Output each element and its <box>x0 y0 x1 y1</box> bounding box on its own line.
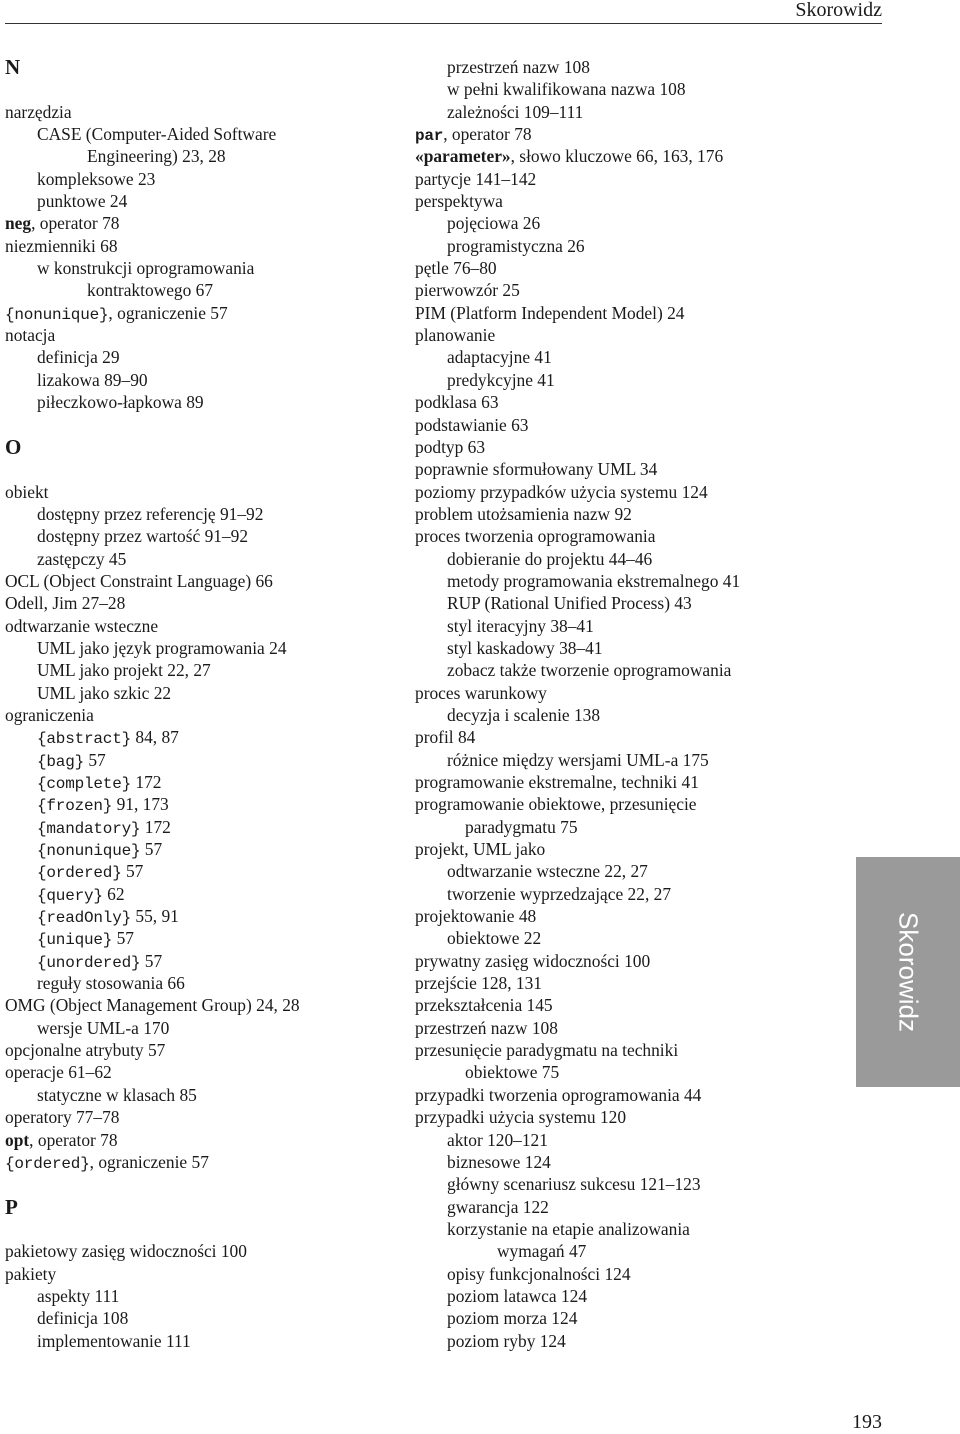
index-entry: programowanie obiektowe, przesunięcie <box>415 794 697 815</box>
index-entry: odtwarzanie wsteczne <box>5 615 159 636</box>
index-subentry: programistyczna 26 <box>447 235 585 256</box>
index-entry: operacje 61–62 <box>5 1062 112 1083</box>
index-subentry: punktowe 24 <box>37 191 128 212</box>
index-entry-keyword: par <box>415 127 444 146</box>
index-subentry <box>5 816 405 838</box>
index-letter-heading: P <box>5 1194 18 1219</box>
index-subentry: implementowanie 111 <box>37 1330 191 1351</box>
index-subentry <box>5 927 405 949</box>
index-entry: PIM (Platform Independent Model) 24 <box>415 302 685 323</box>
index-entry: proces tworzenia oprogramowania <box>415 526 656 547</box>
index-entry: notacja <box>5 325 56 346</box>
section-side-tab <box>856 857 960 1087</box>
index-subentry: dostępny przez referencję 91–92 <box>37 503 264 524</box>
index-subentry: UML jako szkic 22 <box>37 682 172 703</box>
index-entry: pakietowy zasięg widoczności 100 <box>5 1241 247 1262</box>
index-entry: projekt, UML jako <box>415 839 546 860</box>
index-entry: narzędzia <box>5 101 72 122</box>
index-subentry: korzystanie na etapie analizowania <box>447 1218 690 1239</box>
index-subentry: różnice między wersjami UML-a 175 <box>447 749 709 770</box>
index-subentry: styl kaskadowy 38–41 <box>447 637 603 658</box>
index-subentry: CASE (Computer-Aided Software <box>37 124 277 145</box>
index-subentry: definicja 29 <box>37 347 120 368</box>
index-entry: planowanie <box>415 325 496 346</box>
index-subentry <box>5 726 405 748</box>
section-gap <box>5 414 405 436</box>
index-subentry <box>5 838 405 860</box>
header-rule <box>5 23 882 24</box>
index-subentry: UML jako język programowania 24 <box>37 637 287 658</box>
index-subentry: predykcyjne 41 <box>447 369 555 390</box>
index-subentry: piłeczkowo-łapkowa 89 <box>37 392 204 413</box>
index-subentry: przestrzeń nazw 108 <box>447 57 590 77</box>
index-entry: podstawianie 63 <box>415 414 529 435</box>
index-subentry: zastępczy 45 <box>37 548 127 569</box>
index-entry-keyword: {ordered} <box>37 864 122 883</box>
index-entry: programowanie ekstremalne, techniki 41 <box>415 772 699 792</box>
index-entry <box>415 123 835 145</box>
index-entry-text: , operator 78 <box>29 1129 118 1150</box>
index-entry: prywatny zasięg widoczności 100 <box>415 950 651 971</box>
index-subentry: RUP (Rational Unified Process) 43 <box>447 593 692 614</box>
index-entry: operatory 77–78 <box>5 1107 120 1128</box>
index-entry: OMG (Object Management Group) 24, 28 <box>5 995 300 1016</box>
index-entry: Odell, Jim 27–28 <box>5 593 126 614</box>
section-gap <box>5 1218 405 1240</box>
index-entry-text: 84, 87 <box>131 727 179 748</box>
index-entry-keyword: {ordered} <box>5 1154 90 1173</box>
index-entry <box>415 145 835 167</box>
index-subentry <box>5 793 405 815</box>
index-subentry: metody programowania ekstremalnego 41 <box>447 570 741 591</box>
index-entry-text: 172 <box>140 816 171 837</box>
index-subentry: główny scenariusz sukcesu 121–123 <box>447 1174 701 1195</box>
index-subentry: biznesowe 124 <box>447 1151 551 1172</box>
index-entry: podklasa 63 <box>415 392 499 413</box>
index-subentry: dostępny przez wartość 91–92 <box>37 526 249 547</box>
index-subentry: aktor 120–121 <box>447 1129 548 1150</box>
index-entry: pętle 76–80 <box>415 258 497 279</box>
index-entry: podtyp 63 <box>415 436 486 457</box>
index-subentry: adaptacyjne 41 <box>447 347 552 368</box>
index-subentry: obiektowe 22 <box>447 928 542 949</box>
index-subentry: zobacz także tworzenie oprogramowania <box>447 660 732 681</box>
index-entry: profil 84 <box>415 727 476 748</box>
index-entry: niezmienniki 68 <box>5 235 118 256</box>
index-entry: przejście 128, 131 <box>415 973 543 994</box>
index-subentry: reguły stosowania 66 <box>37 973 185 994</box>
index-entry-keyword: {query} <box>37 886 103 905</box>
index-entry-text: neg <box>5 213 32 234</box>
index-entry-keyword: {nonunique} <box>5 305 109 324</box>
index-subentry: kontraktowego 67 <box>87 280 214 301</box>
index-subentry: zależności 109–111 <box>447 101 584 122</box>
index-subentry: opisy funkcjonalności 124 <box>447 1263 631 1284</box>
index-subentry: kompleksowe 23 <box>37 168 156 189</box>
side-tab-label: Skorowidz <box>893 912 924 1032</box>
running-header-title: Skorowidz <box>795 0 882 21</box>
index-subentry <box>5 905 405 927</box>
index-subentry: definicja 108 <box>37 1308 129 1329</box>
index-entry-text: 57 <box>140 839 163 860</box>
index-subentry: UML jako projekt 22, 27 <box>37 660 211 681</box>
index-entry <box>5 1151 405 1173</box>
index-entry-text: «parameter» <box>415 146 511 167</box>
index-subentry: poziom ryby 124 <box>447 1330 566 1351</box>
index-subentry: poziom morza 124 <box>447 1308 578 1329</box>
index-entry-keyword: {frozen} <box>37 797 113 816</box>
index-entry-text: 57 <box>121 861 144 882</box>
index-subentry: paradygmatu 75 <box>465 816 578 837</box>
index-entry: przesunięcie paradygmatu na techniki <box>415 1040 679 1061</box>
index-entry-text: opt <box>5 1129 30 1150</box>
index-entry: perspektywa <box>415 191 503 212</box>
index-subentry: wymagań 47 <box>497 1241 587 1262</box>
index-entry-text: , ograniczenie 57 <box>89 1151 209 1172</box>
index-entry: obiekt <box>5 481 49 502</box>
index-entry-text: , operator 78 <box>443 124 532 145</box>
index-entry: poprawnie sformułowany UML 34 <box>415 459 658 480</box>
index-entry-keyword: {complete} <box>37 775 132 793</box>
index-entry: partycje 141–142 <box>415 168 537 189</box>
index-entry-text: 91, 173 <box>112 794 169 815</box>
index-subentry: statyczne w klasach 85 <box>37 1084 197 1105</box>
page-number: 193 <box>852 1411 882 1433</box>
index-entry-keyword: {nonunique} <box>37 842 141 861</box>
index-entry: przekształcenia 145 <box>415 995 553 1016</box>
index-subentry: w konstrukcji oprogramowania <box>37 258 255 279</box>
index-letter-heading: N <box>5 55 21 79</box>
section-gap <box>5 78 405 100</box>
index-entry-text: 57 <box>140 950 163 971</box>
index-entry: opcjonalne atrybuty 57 <box>5 1040 166 1061</box>
index-subentry: styl iteracyjny 38–41 <box>447 615 594 636</box>
index-entry: projektowanie 48 <box>415 906 537 927</box>
section-gap <box>5 1173 405 1195</box>
index-column-left <box>5 56 405 1352</box>
index-entry-keyword: {unique} <box>37 931 113 950</box>
index-column-right <box>415 56 835 1352</box>
index-entry: przestrzeń nazw 108 <box>415 1017 558 1038</box>
index-entry-text: 172 <box>131 772 162 792</box>
index-entry: pakiety <box>5 1263 57 1284</box>
index-subentry <box>5 950 405 972</box>
index-entry: przypadki tworzenia oprogramowania 44 <box>415 1084 702 1105</box>
index-entry <box>5 302 405 324</box>
index-entry: problem utożsamienia nazw 92 <box>415 503 632 524</box>
index-entry-text: 57 <box>112 928 134 949</box>
index-entry-keyword: {abstract} <box>37 730 132 749</box>
index-entry: proces warunkowy <box>415 682 547 703</box>
index-subentry <box>5 771 405 793</box>
index-entry: poziomy przypadków użycia systemu 124 <box>415 481 708 502</box>
index-entry: OCL (Object Constraint Language) 66 <box>5 570 273 591</box>
index-subentry <box>5 749 405 771</box>
index-entry: ograniczenia <box>5 704 94 725</box>
index-subentry: dobieranie do projektu 44–46 <box>447 548 653 569</box>
index-subentry: obiektowe 75 <box>465 1062 560 1083</box>
section-gap <box>5 458 405 480</box>
index-entry-text: 62 <box>102 883 125 904</box>
index-subentry: w pełni kwalifikowana nazwa 108 <box>447 79 686 100</box>
index-subentry: pojęciowa 26 <box>447 213 541 234</box>
index-subentry <box>5 883 405 905</box>
index-entry: przypadki użycia systemu 120 <box>415 1107 627 1128</box>
index-letter-heading: O <box>5 434 22 459</box>
index-subentry: tworzenie wyprzedzające 22, 27 <box>447 883 672 904</box>
index-subentry: Engineering) 23, 28 <box>87 146 226 167</box>
index-entry-keyword: {mandatory} <box>37 819 141 838</box>
index-entry <box>5 212 405 234</box>
index-entry-keyword: {readOnly} <box>37 909 132 928</box>
index-subentry: poziom latawca 124 <box>447 1285 588 1306</box>
index-subentry: odtwarzanie wsteczne 22, 27 <box>447 861 648 882</box>
index-entry-text: , słowo kluczowe 66, 163, 176 <box>510 146 724 167</box>
index-entry: pierwowzór 25 <box>415 280 520 301</box>
index-subentry: decyzja i scalenie 138 <box>447 704 601 725</box>
index-subentry: wersje UML-a 170 <box>37 1017 170 1038</box>
index-subentry <box>5 860 405 882</box>
index-entry-text: , operator 78 <box>31 213 120 234</box>
index-subentry: aspekty 111 <box>37 1285 120 1306</box>
index-subentry: gwarancja 122 <box>447 1196 549 1217</box>
index-entry-keyword: {bag} <box>37 752 85 771</box>
index-entry <box>5 1129 405 1151</box>
index-subentry: lizakowa 89–90 <box>37 369 148 390</box>
index-entry-text: 55, 91 <box>131 906 179 927</box>
index-entry-text: , ograniczenie 57 <box>108 302 228 323</box>
index-entry-keyword: {unordered} <box>37 953 141 972</box>
index-entry-text: 57 <box>84 749 106 770</box>
